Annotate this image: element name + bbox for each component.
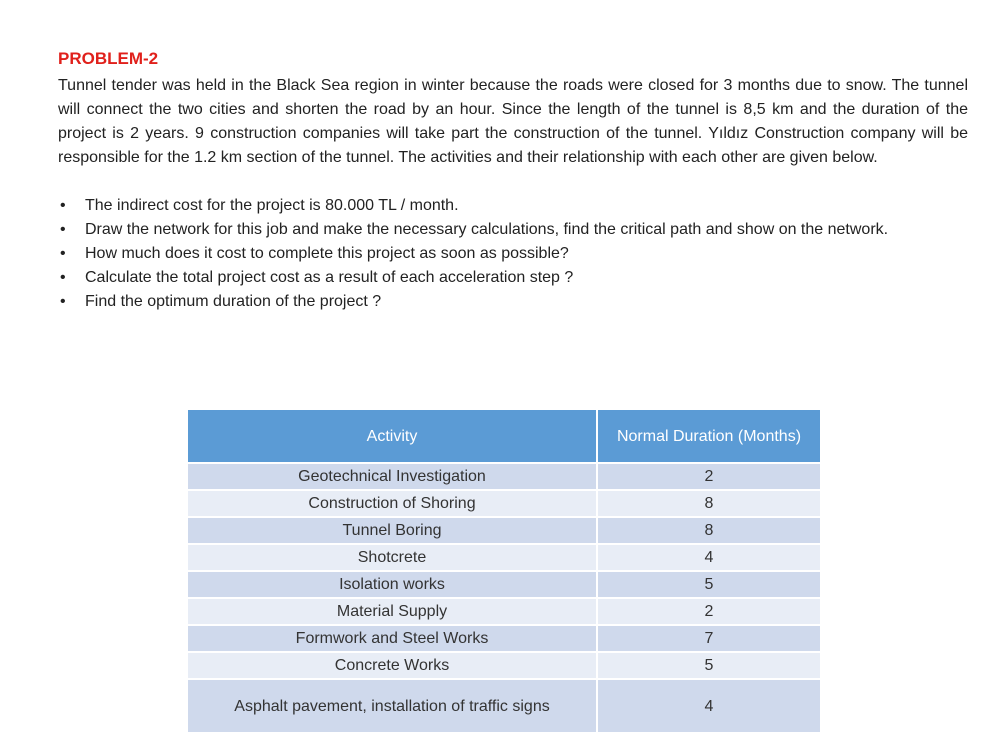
table-row [187, 490, 821, 517]
activity-cell: Asphalt pavement, installation of traffic signs [187, 679, 597, 733]
table-row [187, 598, 821, 625]
task-item [58, 218, 968, 242]
problem-description: Tunnel tender was held in the Black Sea region in winter because the roads were closed for 3 months due to snow. The tunnel will connect the two cities and shorten the road by an hour. Since the length of the tunnel is 8,5 km and the duration of the project is 2 years. 9 construction companies will take part the construction of the tunnel. Yıldız Construction company will be responsible for the 1.2 km section of the tunnel. The activities and their relationship with each other are given below. [58, 77, 968, 166]
activity-table [186, 408, 822, 734]
task-item [58, 194, 968, 218]
activity-cell: Formwork and Steel Works [187, 625, 597, 652]
duration-cell: 7 [597, 625, 821, 652]
task-text: Draw the network for this job and make the necessary calculations, find the critical path and show on the network. [85, 221, 889, 238]
task-text: How much does it cost to complete this project as soon as possible? [85, 245, 569, 262]
duration-cell: 2 [597, 598, 821, 625]
task-item [58, 290, 968, 314]
duration-cell: 8 [597, 517, 821, 544]
bullet-icon: • [60, 245, 66, 262]
task-text: Find the optimum duration of the project ? [85, 293, 382, 310]
duration-column-header: Normal Duration (Months) [597, 409, 821, 463]
activity-cell: Shotcrete [187, 544, 597, 571]
activity-cell: Concrete Works [187, 652, 597, 679]
activity-cell: Geotechnical Investigation [187, 463, 597, 490]
task-item [58, 242, 968, 266]
duration-cell: 5 [597, 571, 821, 598]
table-row [187, 571, 821, 598]
duration-cell: 5 [597, 652, 821, 679]
task-list [58, 194, 968, 314]
bullet-icon: • [60, 293, 66, 310]
activity-cell: Material Supply [187, 598, 597, 625]
activity-cell: Isolation works [187, 571, 597, 598]
problem-title: PROBLEM-2 [58, 49, 159, 68]
activity-column-header: Activity [187, 409, 597, 463]
activity-cell: Tunnel Boring [187, 517, 597, 544]
task-item [58, 266, 968, 290]
task-text: The indirect cost for the project is 80.000 TL / month. [85, 197, 459, 214]
bullet-icon: • [60, 221, 66, 238]
table-row [187, 679, 821, 733]
activity-cell: Construction of Shoring [187, 490, 597, 517]
table-row [187, 544, 821, 571]
table-header-row [187, 409, 821, 463]
duration-cell: 4 [597, 679, 821, 733]
bullet-icon: • [60, 197, 66, 214]
table-row [187, 517, 821, 544]
duration-cell: 8 [597, 490, 821, 517]
duration-cell: 2 [597, 463, 821, 490]
table-row [187, 652, 821, 679]
task-text: Calculate the total project cost as a result of each acceleration step ? [85, 269, 574, 286]
bullet-icon: • [60, 269, 66, 286]
table-row [187, 463, 821, 490]
duration-cell: 4 [597, 544, 821, 571]
table-row [187, 625, 821, 652]
